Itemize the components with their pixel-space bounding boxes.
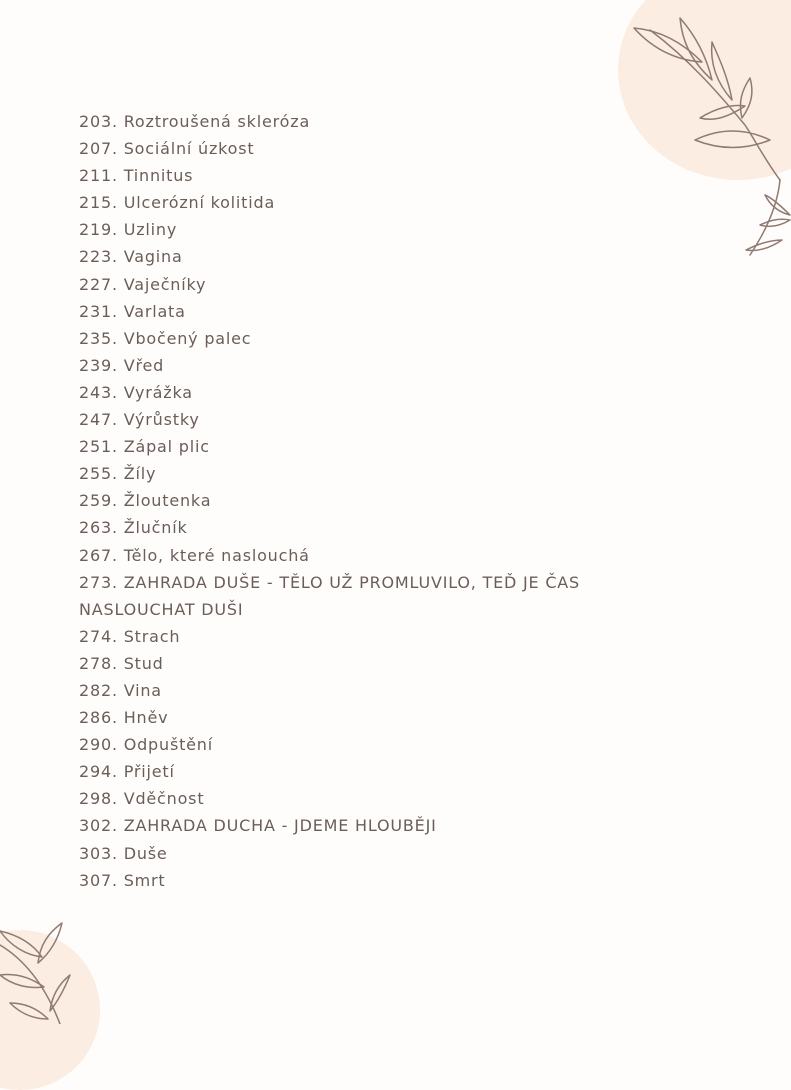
- toc-item: 282. Vina: [79, 680, 162, 700]
- table-of-contents: [79, 108, 699, 894]
- toc-item: 207. Sociální úzkost: [79, 139, 255, 159]
- toc-item: 203. Roztroušená skleróza: [79, 112, 311, 131]
- toc-item: 255. Žíly: [79, 464, 157, 484]
- toc-item: 239. Vřed: [79, 355, 165, 375]
- toc-item: 298. Vděčnost: [79, 789, 205, 809]
- toc-item: 231. Varlata: [79, 301, 186, 321]
- toc-item: 303. Duše: [79, 843, 168, 863]
- toc-section-heading: 302. ZAHRADA DUCHA - JDEME HLOUBĚJI: [79, 816, 437, 836]
- toc-item: 247. Výrůstky: [79, 410, 200, 430]
- toc-item: 267. Tělo, které naslouchá: [79, 545, 310, 565]
- toc-item: 259. Žloutenka: [79, 491, 212, 511]
- toc-item: 215. Ulcerózní kolitida: [79, 193, 276, 213]
- toc-item: 294. Přijetí: [79, 762, 175, 782]
- toc-item: 263. Žlučník: [79, 518, 188, 538]
- toc-item: 243. Vyrážka: [79, 382, 193, 402]
- toc-item: 227. Vaječníky: [79, 274, 207, 294]
- toc-item: 223. Vagina: [79, 247, 183, 267]
- toc-item: 278. Stud: [79, 653, 164, 673]
- toc-item: 290. Odpuštění: [79, 735, 213, 755]
- toc-item: 235. Vbočený palec: [79, 328, 252, 348]
- toc-section-heading: 273. ZAHRADA DUŠE - TĚLO UŽ PROMLUVILO, TEĎ JE ČAS NASLOUCHAT DUŠI: [79, 572, 580, 619]
- toc-item: 286. Hněv: [79, 708, 169, 728]
- toc-item: 274. Strach: [79, 626, 181, 646]
- leaf-branch-corner-icon: [0, 915, 110, 1024]
- toc-item: 219. Uzliny: [79, 220, 178, 240]
- toc-item: 251. Zápal plic: [79, 437, 210, 457]
- toc-item: 211. Tinnitus: [79, 166, 194, 186]
- toc-item: 307. Smrt: [79, 870, 166, 890]
